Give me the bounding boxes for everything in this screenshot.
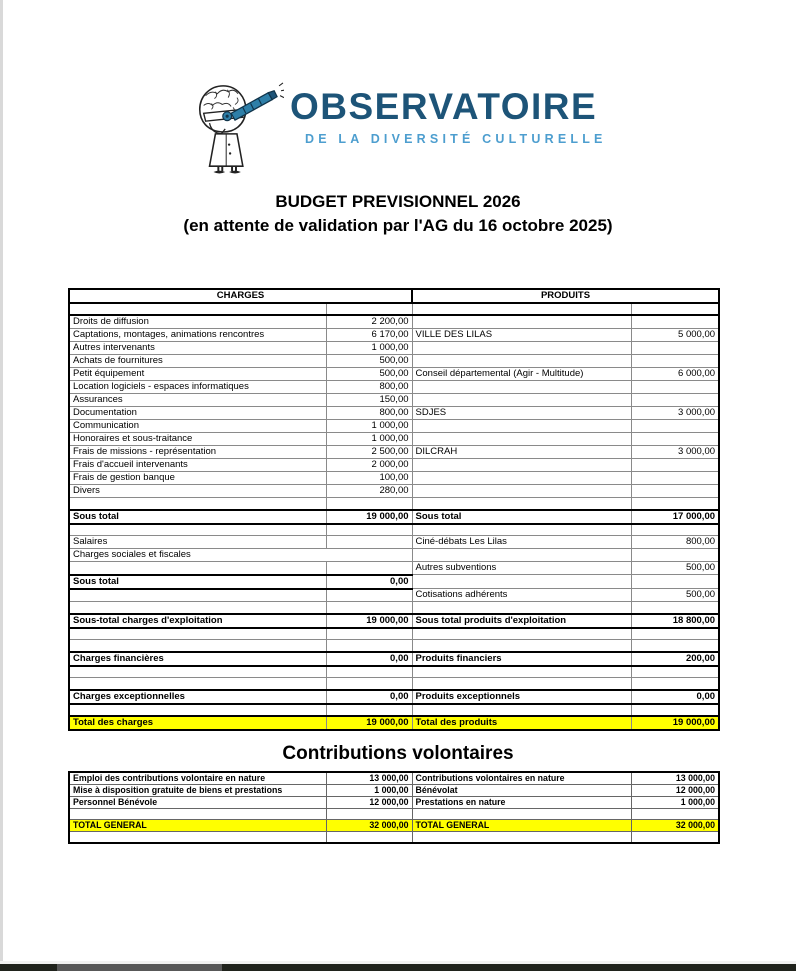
charges-label-cell: Charges financières bbox=[69, 652, 326, 666]
charges-value-cell: 2 500,00 bbox=[326, 446, 412, 459]
table-row bbox=[69, 407, 719, 420]
produits-header-cell: PRODUITS bbox=[412, 289, 719, 303]
produits-value-cell: 0,00 bbox=[631, 690, 719, 704]
document-title: BUDGET PREVISIONNEL 2026 bbox=[275, 192, 521, 211]
table-row bbox=[69, 666, 719, 678]
charges-value-cell: 19 000,00 bbox=[326, 614, 412, 628]
table-row bbox=[69, 772, 719, 785]
budget-table bbox=[68, 288, 720, 731]
charges-label-cell: Autres intervenants bbox=[69, 342, 326, 355]
produits-value-cell bbox=[631, 832, 719, 843]
produits-value-cell bbox=[631, 459, 719, 472]
produits-label-cell: SDJES bbox=[412, 407, 631, 420]
produits-value-cell: 500,00 bbox=[631, 562, 719, 575]
produits-value-cell bbox=[631, 666, 719, 678]
document-subtitle: (en attente de validation par l'AG du 16 octobre 2025) bbox=[183, 216, 613, 235]
produits-label-cell: Sous total produits d'exploitation bbox=[412, 614, 631, 628]
table-row bbox=[69, 498, 719, 510]
charges-label-cell: Assurances bbox=[69, 394, 326, 407]
charges-label-cell: Frais d'accueil intervenants bbox=[69, 459, 326, 472]
produits-value-cell bbox=[631, 485, 719, 498]
charges-label-cell: Emploi des contributions volontaire en nature bbox=[69, 772, 326, 785]
table-row bbox=[69, 820, 719, 832]
table-row bbox=[69, 524, 719, 536]
table-row bbox=[69, 342, 719, 355]
charges-label-cell: Frais de gestion banque bbox=[69, 472, 326, 485]
org-logo bbox=[186, 80, 607, 174]
produits-value-cell bbox=[631, 602, 719, 614]
table-row bbox=[69, 536, 719, 549]
produits-label-cell bbox=[412, 433, 631, 446]
produits-value-cell bbox=[631, 640, 719, 652]
charges-value-cell: 500,00 bbox=[326, 368, 412, 381]
produits-label-cell bbox=[412, 355, 631, 368]
table-row bbox=[69, 510, 719, 524]
produits-value-cell bbox=[631, 433, 719, 446]
charges-label-cell: Captations, montages, animations rencontres bbox=[69, 329, 326, 342]
charges-value-cell bbox=[326, 704, 412, 716]
produits-label-cell bbox=[412, 704, 631, 716]
produits-value-cell bbox=[631, 342, 719, 355]
budget-table-body bbox=[69, 289, 719, 730]
charges-value-cell bbox=[326, 640, 412, 652]
charges-value-cell bbox=[326, 628, 412, 640]
produits-label-cell: Total des produits bbox=[412, 716, 631, 730]
produits-value-cell bbox=[631, 498, 719, 510]
charges-label-cell: Charges exceptionnelles bbox=[69, 690, 326, 704]
produits-value-cell: 800,00 bbox=[631, 536, 719, 549]
produits-label-cell: Bénévolat bbox=[412, 785, 631, 797]
charges-value-cell bbox=[326, 678, 412, 690]
charges-label-cell: Achats de fournitures bbox=[69, 355, 326, 368]
produits-value-cell: 1 000,00 bbox=[631, 797, 719, 809]
produits-label-cell: Produits exceptionnels bbox=[412, 690, 631, 704]
charges-value-cell: 2 200,00 bbox=[326, 315, 412, 329]
produits-label-cell bbox=[412, 640, 631, 652]
charges-value-cell bbox=[326, 809, 412, 820]
produits-value-cell: 19 000,00 bbox=[631, 716, 719, 730]
charges-label-cell: Droits de diffusion bbox=[69, 315, 326, 329]
produits-label-cell: Produits financiers bbox=[412, 652, 631, 666]
charges-value-cell: 6 170,00 bbox=[326, 329, 412, 342]
table-row bbox=[69, 368, 719, 381]
produits-value-cell: 6 000,00 bbox=[631, 368, 719, 381]
charges-label-cell: Charges sociales et fiscales bbox=[69, 549, 412, 562]
org-tagline: DE LA DIVERSITÉ CULTURELLE bbox=[305, 132, 607, 146]
page-left-edge bbox=[0, 0, 3, 964]
charges-value-cell: 150,00 bbox=[326, 394, 412, 407]
produits-label-cell: Conseil départemental (Agir - Multitude) bbox=[412, 368, 631, 381]
charges-value-cell: 800,00 bbox=[326, 381, 412, 394]
charges-label-cell bbox=[69, 498, 326, 510]
charges-label-cell bbox=[69, 678, 326, 690]
produits-label-cell: TOTAL GENERAL bbox=[412, 820, 631, 832]
table-row bbox=[69, 289, 719, 303]
produits-label-cell: Cotisations adhérents bbox=[412, 589, 631, 602]
taskbar bbox=[0, 964, 796, 971]
produits-value-cell bbox=[631, 809, 719, 820]
produits-value-cell bbox=[631, 628, 719, 640]
charges-label-cell bbox=[69, 602, 326, 614]
charges-value-cell: 1 000,00 bbox=[326, 342, 412, 355]
produits-value-cell: 32 000,00 bbox=[631, 820, 719, 832]
table-row bbox=[69, 832, 719, 843]
contributions-heading: Contributions volontaires bbox=[282, 743, 514, 764]
produits-label-cell bbox=[412, 498, 631, 510]
produits-label-cell bbox=[412, 678, 631, 690]
charges-value-cell: 12 000,00 bbox=[326, 797, 412, 809]
charges-value-cell: 100,00 bbox=[326, 472, 412, 485]
produits-value-cell bbox=[631, 524, 719, 536]
table-row bbox=[69, 329, 719, 342]
produits-value-cell bbox=[631, 472, 719, 485]
table-row bbox=[69, 355, 719, 368]
produits-value-cell: 500,00 bbox=[631, 589, 719, 602]
charges-label-cell: Salaires bbox=[69, 536, 326, 549]
charges-value-cell: 1 000,00 bbox=[326, 433, 412, 446]
document-title-block bbox=[0, 192, 796, 236]
produits-label-cell: Ciné-débats Les Lilas bbox=[412, 536, 631, 549]
charges-value-cell: 0,00 bbox=[326, 690, 412, 704]
produits-label-cell bbox=[412, 485, 631, 498]
produits-label-cell bbox=[412, 602, 631, 614]
table-row bbox=[69, 797, 719, 809]
produits-label-cell: VILLE DES LILAS bbox=[412, 329, 631, 342]
table-row bbox=[69, 485, 719, 498]
produits-label-cell: DILCRAH bbox=[412, 446, 631, 459]
charges-label-cell: Petit équipement bbox=[69, 368, 326, 381]
charges-label-cell bbox=[69, 640, 326, 652]
table-row bbox=[69, 446, 719, 459]
table-row bbox=[69, 315, 719, 329]
produits-value-cell bbox=[631, 575, 719, 589]
produits-label-cell bbox=[412, 628, 631, 640]
org-logo-text bbox=[290, 80, 607, 146]
produits-value-cell: 5 000,00 bbox=[631, 329, 719, 342]
charges-value-cell bbox=[326, 562, 412, 575]
produits-label-cell: Contributions volontaires en nature bbox=[412, 772, 631, 785]
charges-value-cell: 280,00 bbox=[326, 485, 412, 498]
table-row bbox=[69, 809, 719, 820]
taskbar-item[interactable] bbox=[57, 964, 222, 971]
table-row bbox=[69, 640, 719, 652]
charges-value-cell: 19 000,00 bbox=[326, 510, 412, 524]
charges-label-cell bbox=[69, 589, 326, 602]
person-with-telescope-icon bbox=[186, 80, 284, 174]
charges-value-cell: 1 000,00 bbox=[326, 785, 412, 797]
charges-label-cell bbox=[69, 303, 326, 315]
charges-label-cell: Personnel Bénévole bbox=[69, 797, 326, 809]
produits-value-cell bbox=[631, 678, 719, 690]
produits-label-cell bbox=[412, 459, 631, 472]
table-row bbox=[69, 690, 719, 704]
charges-value-cell: 800,00 bbox=[326, 407, 412, 420]
table-row bbox=[69, 602, 719, 614]
charges-value-cell bbox=[326, 536, 412, 549]
produits-label-cell bbox=[412, 342, 631, 355]
produits-value-cell bbox=[631, 355, 719, 368]
produits-value-cell: 13 000,00 bbox=[631, 772, 719, 785]
charges-label-cell: Sous-total charges d'exploitation bbox=[69, 614, 326, 628]
charges-value-cell bbox=[326, 498, 412, 510]
charges-label-cell: Total des charges bbox=[69, 716, 326, 730]
produits-label-cell: Sous total bbox=[412, 510, 631, 524]
charges-label-cell bbox=[69, 704, 326, 716]
charges-value-cell: 1 000,00 bbox=[326, 420, 412, 433]
produits-value-cell bbox=[631, 381, 719, 394]
charges-value-cell: 0,00 bbox=[326, 575, 412, 589]
produits-value-cell: 18 800,00 bbox=[631, 614, 719, 628]
produits-label-cell bbox=[412, 524, 631, 536]
charges-value-cell: 2 000,00 bbox=[326, 459, 412, 472]
produits-value-cell bbox=[631, 549, 719, 562]
table-row bbox=[69, 652, 719, 666]
charges-label-cell: TOTAL GENERAL bbox=[69, 820, 326, 832]
table-row bbox=[69, 716, 719, 730]
table-row bbox=[69, 628, 719, 640]
charges-value-cell bbox=[326, 666, 412, 678]
table-row bbox=[69, 420, 719, 433]
table-row bbox=[69, 459, 719, 472]
charges-value-cell bbox=[326, 589, 412, 602]
charges-label-cell: Communication bbox=[69, 420, 326, 433]
charges-value-cell: 500,00 bbox=[326, 355, 412, 368]
produits-label-cell bbox=[412, 420, 631, 433]
contributions-table bbox=[68, 771, 720, 844]
charges-value-cell: 13 000,00 bbox=[326, 772, 412, 785]
charges-label-cell bbox=[69, 628, 326, 640]
table-row bbox=[69, 472, 719, 485]
org-name: OBSERVATOIRE bbox=[290, 86, 598, 127]
charges-label-cell: Divers bbox=[69, 485, 326, 498]
produits-value-cell bbox=[631, 315, 719, 329]
table-row bbox=[69, 589, 719, 602]
charges-value-cell: 19 000,00 bbox=[326, 716, 412, 730]
produits-label-cell bbox=[412, 381, 631, 394]
charges-label-cell: Documentation bbox=[69, 407, 326, 420]
table-row bbox=[69, 381, 719, 394]
produits-value-cell: 200,00 bbox=[631, 652, 719, 666]
produits-value-cell: 3 000,00 bbox=[631, 407, 719, 420]
produits-label-cell: Prestations en nature bbox=[412, 797, 631, 809]
charges-value-cell: 32 000,00 bbox=[326, 820, 412, 832]
produits-label-cell bbox=[412, 575, 631, 589]
table-row bbox=[69, 785, 719, 797]
charges-label-cell: Mise à disposition gratuite de biens et prestations bbox=[69, 785, 326, 797]
charges-header-cell: CHARGES bbox=[69, 289, 412, 303]
produits-label-cell bbox=[412, 549, 631, 562]
produits-value-cell bbox=[631, 303, 719, 315]
produits-value-cell bbox=[631, 704, 719, 716]
produits-value-cell: 3 000,00 bbox=[631, 446, 719, 459]
table-row bbox=[69, 433, 719, 446]
produits-label-cell bbox=[412, 315, 631, 329]
charges-value-cell bbox=[326, 602, 412, 614]
charges-label-cell bbox=[69, 832, 326, 843]
charges-label-cell: Sous total bbox=[69, 575, 326, 589]
table-row bbox=[69, 303, 719, 315]
produits-label-cell bbox=[412, 472, 631, 485]
charges-label-cell bbox=[69, 809, 326, 820]
charges-label-cell bbox=[69, 524, 326, 536]
charges-value-cell: 0,00 bbox=[326, 652, 412, 666]
produits-label-cell bbox=[412, 303, 631, 315]
charges-value-cell bbox=[326, 524, 412, 536]
produits-value-cell bbox=[631, 394, 719, 407]
table-row bbox=[69, 614, 719, 628]
charges-value-cell bbox=[326, 832, 412, 843]
produits-label-cell bbox=[412, 832, 631, 843]
charges-label-cell bbox=[69, 562, 326, 575]
contributions-table-body bbox=[69, 772, 719, 843]
table-row bbox=[69, 678, 719, 690]
produits-value-cell bbox=[631, 420, 719, 433]
produits-label-cell: Autres subventions bbox=[412, 562, 631, 575]
produits-label-cell bbox=[412, 666, 631, 678]
charges-value-cell bbox=[326, 303, 412, 315]
table-row bbox=[69, 704, 719, 716]
charges-label-cell bbox=[69, 666, 326, 678]
table-row bbox=[69, 394, 719, 407]
charges-label-cell: Sous total bbox=[69, 510, 326, 524]
table-row bbox=[69, 575, 719, 589]
produits-label-cell bbox=[412, 394, 631, 407]
table-row bbox=[69, 562, 719, 575]
table-row bbox=[69, 549, 719, 562]
produits-value-cell: 17 000,00 bbox=[631, 510, 719, 524]
charges-label-cell: Frais de missions - représentation bbox=[69, 446, 326, 459]
charges-label-cell: Honoraires et sous-traitance bbox=[69, 433, 326, 446]
produits-label-cell bbox=[412, 809, 631, 820]
charges-label-cell: Location logiciels - espaces informatiques bbox=[69, 381, 326, 394]
produits-value-cell: 12 000,00 bbox=[631, 785, 719, 797]
